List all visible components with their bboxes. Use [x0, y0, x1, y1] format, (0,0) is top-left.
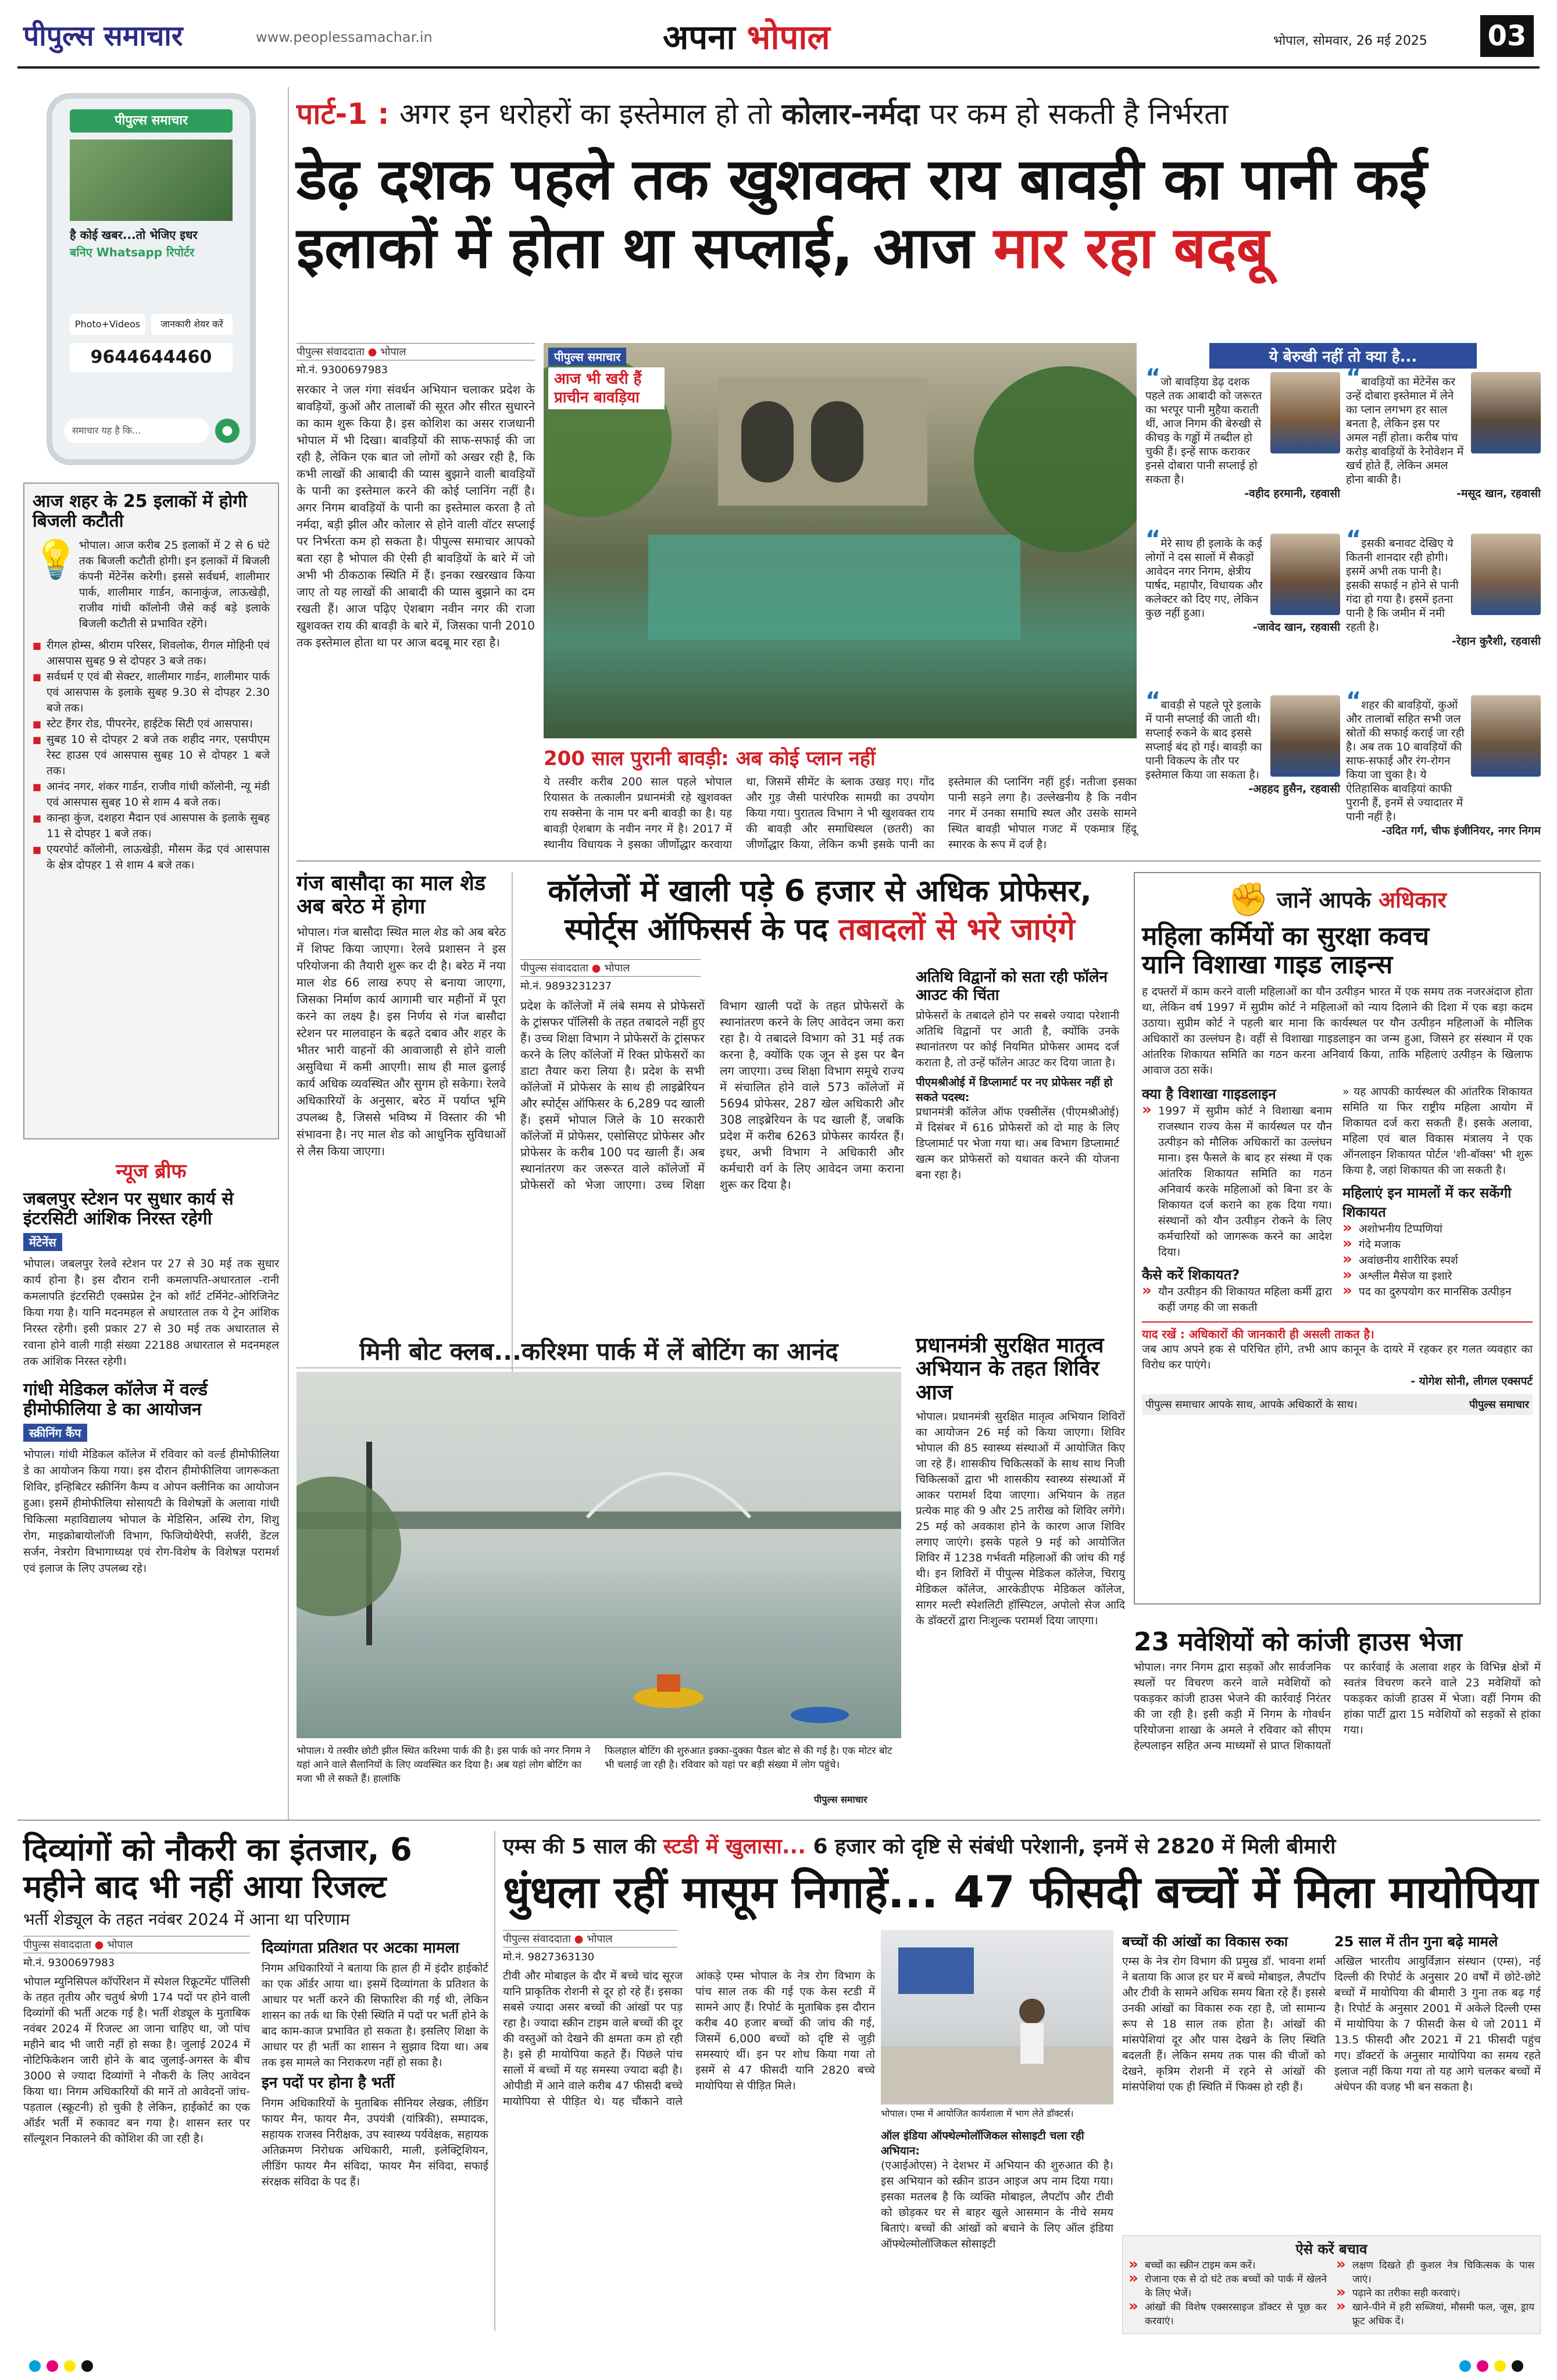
- divyang-mobile: मो.नं. 9300697983: [23, 1957, 115, 1969]
- whatsapp-promo: [23, 93, 279, 471]
- phone-header: पीपुल्स समाचार: [70, 109, 233, 133]
- aiims-save-left: [1129, 2259, 1327, 2328]
- power-cut-body: भोपाल। आज करीब 25 इलाकों में 2 से 6 घंटे तक बिजली कटौती होगी। इन इलाकों में बिजली कंपनी मेंटेनेंस करेगी। इससे सर्वधर्म, शालीमार पार्क, शालीमार गार्डन, कानाकुंज, लाऊखेड़ी, राजीव गांधी कॉलोनी जैसे कई बड़े इलाके बिजली कटौती से प्रभावित रहेंगे।: [78, 539, 270, 631]
- opinion-item: [1346, 526, 1541, 691]
- boat-caption: [297, 1744, 901, 1786]
- photo-caption-title: 200 साल पुरानी बावड़ी: अब कोई प्लान नहीं: [544, 747, 876, 770]
- rights-q3-item: » पद का दुरुपयोग कर मानसिक उत्पीड़न: [1342, 1284, 1533, 1300]
- colleges-headline-line-2: स्पोर्ट्स ऑफिसर्स के पद तबादलों से भरे जाएंगे: [565, 912, 1075, 947]
- news-brief-label: न्यूज ब्रीफ: [116, 1160, 187, 1183]
- colleges-byline: पीपुल्स संवाददाता ● भोपाल: [520, 959, 701, 977]
- phone-chip-share[interactable]: जानकारी शेयर करें: [151, 314, 233, 335]
- rail-tag: मेंटेनेंस: [23, 1233, 62, 1251]
- kicker-c: पर कम हो सकती है निर्भरता: [929, 97, 1229, 131]
- quote-icon: “: [1346, 364, 1362, 391]
- rights-note: [1142, 1321, 1533, 1388]
- quote-icon: “: [1346, 526, 1362, 553]
- opinion-item: [1346, 364, 1541, 529]
- aiims-text: [503, 1930, 875, 2331]
- boat-caption-2: फिलहाल बोटिंग की शुरुआत इक्का-दुक्का पैडल बोट से की गई है। एक मोटर बोट भी चलाई जा रही है। रविवार को यहां पर बड़ी संख्या में लोग पहुंचे।: [605, 1745, 892, 1771]
- avatar: [1270, 695, 1340, 777]
- colleges-side-body2: प्रधानमंत्री कॉलेज ऑफ एक्सीलेंस (पीएमश्रीओई) में दिसंबर में 616 प्रोफेसरों को दो माह के लिए डिप्लामार्ट पर भेजा गया था। अब विभाग डिप्लामार्ट खत्म कर प्रोफेसरों को यथावत करने की योजना बना रहा है।: [916, 1106, 1119, 1182]
- divyang-rule: [494, 1831, 495, 2331]
- divyang-side-sub: इन पदों पर होना है भर्ती: [262, 2074, 395, 2092]
- prevention-item: » रोजाना एक से दो घंटे तक बच्चों को पार्क में खेलने के लिए भेजें।: [1129, 2272, 1327, 2300]
- rail-title: जबलपुर स्टेशन पर सुधार कार्य से इंटरसिटी आंशिक निरस्त रहेगी: [23, 1189, 234, 1229]
- masthead-logo: पीपुल्स समाचार: [23, 20, 183, 52]
- power-cut-list: [33, 638, 270, 873]
- power-cut-item: ■ सुबह 10 से दोपहर 2 बजे तक शहीद नगर, एसपीएम रेस्ट हाउस एवं आसपास सुबह 10 से दोपहर 1 बजे तक।: [33, 732, 270, 779]
- colleges-mobile: मो.नं. 9893231237: [520, 980, 612, 992]
- lead-headline-highlight: मार रहा बदबू: [993, 215, 1269, 281]
- colleges-body: प्रदेश के कॉलेजों में लंबे समय से प्रोफेसरों के ट्रांसफर पॉलिसी के तहत तबादले नहीं हुए हैं। उच्च शिक्षा विभाग ने प्रोफेसरों के ट्रांसफर करने के लिए कॉलेजों में रिक्त प्रोफेसरों का डाटा तैयार करा लिया है। प्रदेश के सभी कॉलेजों में प्रोफेसर के साथ ही लाइब्रेरियन और स्पोर्ट्स ऑफिसर के 6,289 पद खाली हैं। इसमें भोपाल जिले के 10 सरकारी कॉलेजों में प्रोफेसर, एसोसिएट प्रोफेसर और प्रोफेसर के करीब 100 पद खाली हैं। अब स्थानांतरण कर जरूरत वाले कॉलेजों में प्रोफेसरों को भेजा जाएगा। उच्च शिक्षा विभाग खाली पदों के तहत प्रोफेसरों के स्थानांतरण करने के लिए आवेदन जमा करा रहा है। ये तबादले विभाग को 31 मई तक करना है, क्योंकि एक जून से इस पर बैन लग जाएगा। उच्च शिक्षा विभाग समूचे राज्य में संचालित होने वाले 573 कॉलेजों में 5694 प्रोफेसर, 287 खेल अधिकारी और 308 लाइब्रेरियन के पद खाली हैं, जबकि प्रदेश में करीब 6263 प्रोफेसर कार्यरत हैं। इधर, अभी विभाग ने अधिकारी और कर्मचारी वर्ग के लिए आवेदन जमा कराना शुरू कर दिया है।: [520, 999, 904, 1192]
- lead-byline: पीपुल्स संवाददाता ● भोपाल: [297, 343, 535, 360]
- masthead-rule: [17, 66, 1540, 69]
- ganj-title: गंज बासौदा का माल शेड अब बरेठ में होगा: [297, 871, 486, 919]
- kicker-a: अगर इन धरोहरों का इस्तेमाल हो तो: [399, 97, 772, 131]
- rights-q2-item: » यौन उत्पीड़न की शिकायत महिला कर्मी द्वारा कहीं जगह की जा सकती: [1142, 1284, 1332, 1316]
- boat-credit: पीपुल्स समाचार: [814, 1794, 867, 1805]
- matritva-body: भोपाल। प्रधानमंत्री सुरक्षित मातृत्व अभियान शिविरों का आयोजन 26 मई को किया जाएगा। शिविर भोपाल की 85 स्वास्थ्य संस्थाओं में आयोजित किए जा रहे हैं। शासकीय चिकित्सकों के साथ साथ निजी चिकित्सकों द्वारा भी शासकीय स्वास्थ्य संस्थाओं में आकर परामर्श दिया जाएगा। अभियान के तहत प्रत्येक माह की 9 और 25 तारीख को शिविर लगेंगे। 25 मई को अवकाश होने के कारण आज शिविर लगाए जाएंगे। इसके पहले 9 मई को आयोजित शिविर में 1238 गर्भवती महिलाओं की जांच की गई थी। इन शिविरों में पीपुल्स मेडिकल कॉलेज, चिरायु मेडिकल कॉलेज, आरकेडीएफ मेडिकल कॉलेज, सागर मल्टी स्पेशलिटी हॉस्पिटल, अपोलो सेज आदि के डॉक्टरों द्वारा निःशुल्क परामर्श दिया जाएगा।: [916, 1410, 1125, 1627]
- avatar: [1471, 372, 1541, 453]
- photo-caption-body: ये तस्वीर करीब 200 साल पहले भोपाल रियासत के तत्कालीन प्रधानमंत्री रहे खुशवक्त राय सक्सेना के नाम पर बनी बावड़ी का है। यह बावड़ी ऐशबाग के नवीन नगर में है। 2017 में स्थानीय विधायक ने इसका जीर्णोद्धार करवाया था, जिसमें सीमेंट के ब्लाक उखड़ गए। गोंद और गुड़ जैसी पारंपरिक सामग्री का उपयोग किया गया। पुरातत्व विभाग ने भी खुशवक्त राय की बावड़ी और समाधिस्थल (छतरी) का जीर्णोद्धार किया, लेकिन कभी इसके पानी का इस्तेमाल की प्लानिंग नहीं हुई। नतीजा इसका पानी सड़ने लगा है। उल्लेखनीय है कि नवीन नगर में उनका समाधि स्थल और उसके सामने स्थित बावड़ी भोपाल गजट में एकमात्र हिंदू स्मारक के रूप में दर्ज है।: [544, 776, 1137, 851]
- opinion-item: [1145, 688, 1340, 852]
- aiims-growth-title: 25 साल में तीन गुना बढ़े मामले: [1334, 1934, 1498, 1950]
- rights-q3: महिलाएं इन मामलों में कर सकेंगी शिकायत: [1342, 1184, 1512, 1220]
- rights-q2-list: [1142, 1284, 1332, 1316]
- divyang-byline: पीपुल्स संवाददाता ● भोपाल: [23, 1936, 250, 1953]
- power-cut-item: ■ स्टेट हैंगर रोड, पीपरनेर, हाईटेक सिटी एवं आसपास।: [33, 716, 270, 732]
- lead-body: सरकार ने जल गंगा संवर्धन अभियान चलाकर प्रदेश के बावड़ियों, कुओं और तालाबों की सूरत और सीरत सुधारने का काम शुरू किया है। इस कोशिश का असर राजधानी भोपाल में भी दिखा। बावड़ियों की साफ-सफाई की जा रही है, लेकिन एक बात जो लोगों को अखर रही है, कि कभी लाखों की आबादी की प्यास बुझाने वाली बावड़ियों के पानी का इस्तेमाल करने की कोई प्लानिंग नहीं है। अगर निगम बावड़ियों के पानी का इस्तेमाल करता है तो नर्मदा, बड़ी झील और कोलार से होने वाली वॉटर सप्लाई पर निर्भरता कम हो सकता है। पीपुल्स समाचार आपको बता रहा है भोपाल की ऐसी ही बावड़ियों के बारे में जो अभी भी ठीकठाक स्थिति में हैं। इनका रखरखाव किया जाए तो यह लाखों की आबादी की प्यास बुझाने का दम रखती हैं। आज पढ़िए ऐशबाग नवीन नगर की राजा खुशवक्त राय की बावड़ी के बारे में, जिसका पानी 2010 तक इस्तेमाल होता था पर आज बदबू मार रहा है।: [297, 383, 535, 649]
- lead-photo: [544, 343, 1137, 738]
- power-cut-item: ■ सर्वधर्म ए एवं बी सेक्टर, शालीमार गार्डन, शालीमार पार्क एवं आसपास के इलाके सुबह 9.30 से दोपहर 2.30 बजे तक।: [33, 669, 270, 716]
- phone-text-2: बनिए Whatsapp रिपोर्टर: [70, 245, 195, 259]
- opinion-text: मेरे साथ ही इलाके के कई लोगों ने दस सालों में सैकड़ों आवेदन नगर निगम, क्षेत्रीय पार्षद, महापौर, विधायक और कलेक्टर को दिए गए, लेकिन कुछ नहीं हुआ।: [1145, 537, 1263, 620]
- prevention-item: » खाने-पीने में हरी सब्जियां, मौसमी फल, जूस, ड्राय फ्रूट अधिक दें।: [1336, 2300, 1534, 2328]
- rights-title-1: महिला कर्मियों का सुरक्षा कवच: [1142, 921, 1430, 951]
- prevention-item: » आंखों की विशेष एक्सरसाइज डॉक्टर से पूछ कर करवाएं।: [1129, 2300, 1327, 2328]
- photo-tag-logo: पीपुल्स समाचार: [548, 348, 626, 366]
- aiims-byline: पीपुल्स संवाददाता ● भोपाल: [503, 1930, 677, 1947]
- phone-chip-photo[interactable]: Photo+Videos: [70, 314, 145, 335]
- opinion-name: -रेहान कुरैशी, रहवासी: [1452, 635, 1541, 648]
- colleges-headline-highlight: तबादलों से भरे जाएंगे: [838, 912, 1075, 947]
- news-brief: [23, 1157, 279, 1767]
- opinion-name: -जावेद खान, रहवासी: [1252, 621, 1340, 634]
- lead-photo-caption: [544, 744, 1137, 855]
- rights-label: जानें आपके अधिकार: [1276, 887, 1447, 913]
- rights-q3-item: » अशोभनीय टिप्पणियां: [1342, 1221, 1533, 1237]
- aiims-growth-body: अखिल भारतीय आयुर्विज्ञान संस्थान (एम्स), नई दिल्ली की रिपोर्ट के अनुसार 20 वर्षों में छोटे-छोटे बच्चों में मायोपिया की बीमारी 3 गुना तक बढ़ गई है। रिपोर्ट के अनुसार 2001 में अकेले दिल्ली एम्स में मायोपिया के 7 फीसदी केस थे जो 2011 में 13.5 फीसदी और 2021 में 21 फीसदी पहुंच गए। डॉक्टरों के अनुसार मायोपिया का समय रहते इलाज नहीं किया गया तो यह आगे चलकर बच्चों में अंधेपन की वजह भी बन सकता है।: [1334, 1954, 1541, 2093]
- prevention-item: » पढ़ाने का तरीका सही करवाएं।: [1336, 2286, 1534, 2300]
- lead-bottom-rule: [297, 860, 1541, 862]
- left-column-rule: [288, 87, 289, 1820]
- phone-mic-icon[interactable]: ●: [215, 419, 240, 443]
- rights-q1: क्या है विशाखा गाइडलाइन: [1142, 1085, 1276, 1102]
- aiims-photo-art: [881, 1930, 1113, 2104]
- opinion-item: [1145, 364, 1340, 529]
- opinion-text: शहर की बावड़ियों, कुओं और तालाबों सहित सभी जल स्रोतों की सफाई कराई जा रही है। अब तक 10 बावड़ियों की साफ-सफाई और रंग-रोगन किया जा चुका है। ये ऐतिहासिक बावड़ियां काफी पुरानी हैं, इनमें से ज्यादातर में पानी नहीं है।: [1346, 699, 1465, 823]
- section-name: अपना: [663, 17, 735, 57]
- prevention-item: » लक्षण दिखते ही कुशल नेत्र चिकित्सक के पास जाएं।: [1336, 2259, 1534, 2286]
- rights-q3-item: » अवांछनीय शारीरिक स्पर्श: [1342, 1253, 1533, 1268]
- rights-box: [1134, 872, 1541, 1604]
- quote-icon: “: [1145, 364, 1161, 391]
- aiims-growth: [1334, 1930, 1541, 2232]
- aiims-dev-title: बच्चों की आंखों का विकास रुका: [1122, 1934, 1288, 1950]
- rights-right-col: » यह आपकी कार्यस्थल की आंतरिक शिकायत समिति या फिर राष्ट्रीय महिला आयोग में शिकायत दर्ज करा सकती हैं। इसके अलावा, महिला एवं बाल विकास मंत्रालय ने एक ऑनलाइन शिकायत पोर्टल 'शी-बॉक्स' भी शुरू किया है, जहां शिकायत की जा सकती है।: [1342, 1085, 1533, 1177]
- opinion-text: जो बावड़िया डेढ़ दशक पहले तक आबादी को जरूरत का भरपूर पानी मुहैया कराती थीं, आज निगम की बेरुखी से कीचड़ के गड्ढों में तब्दील हो चुकी हैं। इन्हें साफ कराकर इनसे दोबारा पानी सप्लाई हो सकता है।: [1145, 376, 1262, 486]
- rights-footer: पीपुल्स समाचार आपके साथ, आपके अधिकारों के साथ। पीपुल्स समाचार: [1142, 1394, 1533, 1415]
- opinion-text: बावड़ियों का मेंटेनेंस कर उन्हें दोबारा इस्तेमाल में लेने का प्लान लगभग हर साल बनता है, लेकिन इस पर अमल नहीं होता। करीब पांच करोड़ बावड़ियों के रेनोवेशन में खर्च होते हैं, लेकिन अमल होना बाकी है।: [1346, 376, 1464, 486]
- opinions-title: ये बेरुखी नहीं तो क्या है...: [1209, 343, 1477, 369]
- rail-body: भोपाल। जबलपुर रेलवे स्टेशन पर 27 से 30 मई तक सुधार कार्य होना है। इस दौरान रानी कमलापति-अधारताल -रानी कमलापति इंटरसिटी एक्सप्रेस ट्रेन को शॉर्ट टर्मिनेट-ओरिजिनेट किया गया है। यानि मदनमहल से अधारताल तक ये ट्रेन आंशिक निरस्त रहेगी। इसी प्रकार 27 से 30 मई तक अधारताल से रवाना होने वाली गाड़ी संख्या 22188 अधारताल से मदनमहल तक आंशिक निरस्त रहेगी।: [23, 1257, 279, 1368]
- opinion-name: -वहीद हरमानी, रहवासी: [1244, 487, 1340, 500]
- cattle-story: [1134, 1628, 1541, 1802]
- quote-icon: “: [1346, 688, 1362, 714]
- opinion-name: -अहहद हुसैन, रहवासी: [1248, 782, 1340, 795]
- phone-photo: [70, 140, 233, 221]
- opinion-name: -मसूद खान, रहवासी: [1456, 487, 1541, 500]
- aiims-prevention: [1122, 2235, 1541, 2334]
- power-cut-box: [23, 483, 279, 1139]
- power-cut-item: ■ कान्हा कुंज, दशहरा मैदान एवं आसपास के इलाके सुबह 11 से दोपहर 1 बजे तक।: [33, 810, 270, 842]
- divyang-body: भोपाल म्युनिसिपल कॉर्पोरेशन में स्पेशल रिक्रूटमेंट पॉलिसी के तहत तृतीय और चतुर्थ श्रेणी 174 पदों पर होने वाली दिव्यांगों की भर्ती अटक गई है। भर्ती शेड्यूल के मुताबिक नवंबर 2024 में रिजल्ट आ जाना चाहिए था, जो पांच महीने बाद भी जारी नहीं हो सका है। जुलाई 2024 में नोटिफिकेशन जारी होने के बाद जुलाई-अगस्त के बीच 3000 से ज्यादा दिव्यांगों ने नौकरी के लिए आवेदन किया था। निगम अधिकारियों की मानें तो आवेदनों जांच-पड़ताल (स्क्रूटनी) हो चुकी है लेकिन, हाईकोर्ट का एक ऑर्डर भर्ती में रुकावट बन गया है। शासन स्तर पर सॉल्यूशन निकालने की कोशिश की जा रही है।: [23, 1975, 250, 2145]
- rights-note-body: जब आप अपने हक से परिचित होंगे, तभी आप कानून के दायरे में रहकर हर गलत व्यवहार का विरोध कर पाएंगे।: [1142, 1342, 1533, 1371]
- opinion-text: बावड़ी से पहले पूरे इलाके में पानी सप्लाई की जाती थी। सप्लाई रुकने के बाद इससे सप्लाई बंद हो गई। बावड़ी का पानी विकल्प के तौर पर इस्तेमाल किया जा सकता है।: [1145, 699, 1262, 781]
- aiims-mobile: मो.नं. 9827363130: [503, 1951, 595, 1963]
- bulb-icon: 💡: [33, 538, 79, 582]
- aiims-save-right: [1336, 2259, 1534, 2328]
- rights-q2: कैसे करें शिकायत?: [1142, 1266, 1240, 1283]
- divyang-story: [23, 1831, 488, 2331]
- cattle-title: 23 मवेशियों को कांजी हाउस भेजा: [1134, 1627, 1462, 1657]
- matritva-story: [916, 1334, 1125, 1799]
- aiims-save-title: ऐसे करें बचाव: [1295, 2241, 1367, 2257]
- matritva-title: प्रधानमंत्री सुरक्षित मातृत्व अभियान के तहत शिविर आज: [916, 1334, 1104, 1405]
- opinion-name: -उदित गर्ग, चीफ इंजीनियर, नगर निगम: [1381, 824, 1541, 837]
- avatar: [1270, 534, 1340, 615]
- phone-number[interactable]: 9644644460: [70, 343, 233, 372]
- colleges-headline: [520, 872, 1119, 949]
- registration-marks-art: [0, 2354, 1557, 2378]
- phone-frame: [47, 93, 256, 465]
- gmc-tag: स्क्रीनिंग कैंप: [23, 1424, 87, 1442]
- rights-q3-item: » गंदे मजाक: [1342, 1237, 1533, 1253]
- avatar: [1471, 695, 1541, 777]
- bottom-section-rule: [17, 1820, 1541, 1821]
- cattle-body: भोपाल। नगर निगम द्वारा सड़कों और सार्वजनिक स्थलों पर विचरण करने वाले मवेशियों को पकड़कर कांजी हाउस भेजने की कार्रवाई निरंतर की जा रही है। इसी कड़ी में निगम के गोवर्धन परियोजना शाखा के अमले ने रविवार को सीएम हेल्पलाइन सहित अन्य माध्यमों से प्राप्त शिकायतों पर कार्रवाई के अलावा शहर के विभिन्न क्षेत्रों में स्वतंत्र विचरण करने वाले 23 मवेशियों को पकड़कर कांजी हाउस में भेजा। वहीं निगम की हांका पार्टी द्वारा 15 मवेशियों को सड़कों से हांका गया।: [1134, 1661, 1541, 1753]
- power-cut-item: ■ एयरपोर्ट कॉलोनी, लाऊखेड़ी, मौसम केंद्र एवं आसपास के क्षेत्र दोपहर 1 से शाम 4 बजे तक।: [33, 842, 270, 873]
- registration-marks: [0, 2354, 1557, 2378]
- ganj-body: भोपाल। गंज बासौदा स्थित माल शेड को अब बरेठ में शिफ्ट किया जाएगा। रेलवे प्रशासन ने इस परियोजना की तैयारी शुरू कर दी है। बरेठ में नया माल शेड 66 लाख रुपए से बनाया जाएगा, जिसका निर्माण कार्य आगामी चार महीनों में पूरा करने का लक्ष्य है। इस निर्णय से गंज बासौदा स्टेशन पर मालवाहन के बढ़ते दबाव और शहर के भीतर भारी वाहनों की आवाजाही से होने वाली असुविधा में कमी आएगी। साथ ही माल ढुलाई कार्य अधिक व्यवस्थित और सुगम हो सकेगा। रेलवे अधिकारियों के अनुसार, बरेठ में पर्याप्त भूमि उपलब्ध है, जिससे भविष्य में विस्तार की भी संभावना है। नए माल शेड को आधुनिक सुविधाओं से लैस किया जाएगा।: [297, 924, 506, 1158]
- opinion-item: [1145, 526, 1340, 691]
- rights-note-title: याद रखें : अधिकारों की जानकारी ही असली ताकत है।: [1142, 1327, 1374, 1341]
- lead-headline-line-2: इलाकों में होता था सप्लाई, आज मार रहा बदबू: [297, 215, 1269, 281]
- power-cut-item: ■ रीगल होम्स, श्रीराम परिसर, शिवलोक, रीगल मोहिनी एवं आसपास सुबह 9 से दोपहर 3 बजे तक।: [33, 638, 270, 669]
- aiims-body: टीवी और मोबाइल के दौर में बच्चे चांद सूरज यानि प्राकृतिक रोशनी से दूर हो रहे हैं। इसका सबसे ज्यादा असर बच्चों की आंखों पर पड़ रहा है। ज्यादा स्क्रीन टाइम वाले बच्चों की दूर की वस्तुओं को देखने की क्षमता कम हो रही है। इसे ही मायोपिया कहते हैं। पिछले पांच सालों में बच्चों में यह समस्या ज्यादा बढ़ी है। ओपीडी में आने वाले करीब 47 फीसदी बच्चे मायोपिया से पीड़ित थे। यह चौंकाने वाले आंकड़े एम्स भोपाल के नेत्र रोग विभाग के पांच साल तक की गई एक केस स्टडी में सामने आए हैं। रिपोर्ट के मुताबिक इस दौरान करीब 40 हजार बच्चों की जांच की गई, जिसमें 6,000 बच्चों को दृष्टि से जुड़ी समस्याएं थीं। इन पर शोध किया गया तो इसमें से 47 फीसदी यानि 2820 बच्चे मायोपिया से पीड़ित मिले।: [503, 1970, 875, 2108]
- colleges-side-title: अतिथि विद्वानों को सता रही फॉलेन आउट की चिंता: [916, 969, 1108, 1005]
- section-city: भोपाल: [747, 17, 830, 57]
- boat-photo-art: [297, 1372, 901, 1738]
- aiims-kicker: एम्स की 5 साल की स्टडी में खुलासा... 6 हजार को दृष्टि से संबंधी परेशानी, इनमें से 2820 में मिली बीमारी: [503, 1835, 1336, 1859]
- photo-tag-title: आज भी खरी हैं प्राचीन बावड़िया: [548, 367, 665, 409]
- masthead-dateline: भोपाल, सोमवार, 26 मई 2025: [1273, 34, 1427, 48]
- opinion-item: [1346, 688, 1541, 852]
- rights-title-2: यानि विशाखा गाइड लाइन्स: [1142, 950, 1393, 980]
- lead-headline-line-1: डेढ़ दशक पहले तक खुशवक्त राय बावड़ी का पानी कई: [297, 146, 1427, 213]
- aiims-photo-caption: भोपाल। एम्स में आयोजित कार्यशाला में भाग लेते डॉक्टर्स।: [881, 2108, 1074, 2119]
- quote-icon: “: [1145, 526, 1161, 553]
- power-cut-title: आज शहर के 25 इलाकों में होगी बिजली कटौती: [33, 491, 247, 531]
- lead-text-column: [297, 343, 535, 855]
- aiims-dev-body: एम्स के नेत्र रोग विभाग की प्रमुख डॉ. भावना शर्मा ने बताया कि आज हर घर में बच्चे मोबाइल, लैपटॉप और टीवी के सामने अधिक समय बिता रहे हैं। इससे उनकी आंखों का विकास रुक रहा है, जो सामान्य रूप से 18 साल तक होता है। आंखों की मांसपेशियां दूर और पास देखने के लिए स्थिति बदलती हैं। लेकिन समय तक पास की चीजों को देखने, कृत्रिम रोशनी में रहने से आंखों की मांसपेशियां एक ही स्थिति में फिक्स हो रही हैं।: [1122, 1954, 1326, 2093]
- aiims-campaign: [881, 2128, 1113, 2331]
- rights-q1-item: » 1997 में सुप्रीम कोर्ट ने विशाखा बनाम राजस्थान राज्य केस में कार्यस्थल पर यौन उत्पीड़न को मौलिक अधिकारों का उल्लंघन माना। इस फैसले के बाद हर संस्था में एक आंतरिक शिकायत समिति का गठन अनिवार्य करके महिलाओं को बिना डर के शिकायत दर्ज कराने का हक दिया गया। संस्थानों को यौन उत्पीड़न रोकने के लिए कर्मचारियों को जागरूक करने का आदेश दिया।: [1142, 1103, 1332, 1260]
- aiims-campaign-body: (एआईओएस) ने देशभर में अभियान की शुरुआत की है। इस अभियान को स्क्रीन डाउन आइज अप नाम दिया गया। इसका मतलब है कि व्यक्ति मोबाइल, लैपटॉप और टीवी को छोड़कर घर से बाहर खुले आसमान के नीचे समय बिताएं। बच्चों की आंखों को बचाने के लिए ऑल इंडिया ऑफ्थेल्मोलॉजिकल सोसाइटी: [881, 2159, 1113, 2250]
- gmc-title: गांधी मेडिकल कॉलेज में वर्ल्ड हीमोफीलिया डे का आयोजन: [23, 1380, 208, 1420]
- power-cut-item: ■ आनंद नगर, शंकर गार्डन, राजीव गांधी कॉलोनी, न्यू मंडी एवं आसपास सुबह 10 से शाम 4 बजे तक।: [33, 779, 270, 810]
- masthead-section: [663, 13, 830, 59]
- divyang-side-body2: निगम अधिकारियों के मुताबिक सीनियर लेखक, लीडिंग फायर मैन, फायर मैन, उपयंत्री (यांत्रिकी), सम्पादक, सहायक राजस्व निरीक्षक, उप स्वास्थ्य पर्यवेक्षक, सहायक अतिक्रमण निरोधक अधिकारी, माली, इलेक्ट्रिशियन, लीडिंग फायर मैन संविदा, फायर मैन संविदा, सफाई संरक्षक संविदा के पद हैं।: [262, 2097, 488, 2189]
- avatar: [1471, 534, 1541, 615]
- rights-intro: ह दफ्तरों में काम करने वाली महिलाओं का यौन उत्पीड़न भारत में एक समय तक नजरअंदाज होता था, लेकिन वर्ष 1997 में सुप्रीम कोर्ट ने महिलाओं को न्याय दिलाने की दिशा में एक बड़ा कदम उठाया। सुप्रीम कोर्ट ने पहली बार माना कि कार्यस्थल पर यौन उत्पीड़न महिलाओं के मौलिक अधिकारों का उल्लंघन है। वहीं से विशाखा गाइडलाइन का जन्म हुआ, जिसने हर संस्थान में एक आंतरिक शिकायत समिति का गठन करना अनिवार्य किया, ताकि महिलाएं उत्पीड़न के खिलाफ आवाज उठा सकें।: [1142, 985, 1533, 1077]
- kicker-b: कोलार-नर्मदा: [781, 97, 920, 131]
- aiims-photo: [881, 1930, 1113, 2104]
- opinions-box: [1145, 343, 1541, 855]
- colleges-side: [916, 965, 1119, 1372]
- colleges-headline-line-1: कॉलेजों में खाली पड़े 6 हजार से अधिक प्रोफेसर,: [548, 874, 1092, 909]
- lead-kicker: [297, 93, 1541, 133]
- kicker-part: पार्ट-1 :: [297, 97, 390, 131]
- colleges-side-sub: पीएमश्रीओई में डिप्लामार्ट पर नए प्रोफेसर नहीं हो सकते पदस्थ:: [916, 1076, 1113, 1105]
- lead-mobile: मो.नं. 9300697983: [297, 364, 388, 376]
- page-number: 03: [1480, 15, 1534, 57]
- phone-text-1: है कोई खबर...तो भेजिए इधर: [70, 228, 198, 242]
- lead-headline: [297, 145, 1541, 283]
- masthead: [0, 0, 1557, 70]
- avatar: [1270, 372, 1340, 453]
- divyang-side-title: दिव्यांगता प्रतिशत पर अटका मामला: [262, 1939, 459, 1957]
- rights-note-sign: - योगेश सोनी, लीगल एक्सपर्ट: [1410, 1374, 1533, 1388]
- divyang-deck: भर्ती शेड्यूल के तहत नवंबर 2024 में आना था परिणाम: [23, 1910, 350, 1929]
- boat-caption-1: भोपाल। ये तस्वीर छोटी झील स्थित करिश्मा पार्क की है। इस पार्क को नगर निगम ने यहां आने वाले सैलानियों के लिए व्यवस्थित कर दिया है। अब यहां लोग बोटिंग का मजा भी ले सकते हैं। हालांकि: [297, 1745, 591, 1785]
- aiims-headline: धुंधला रहीं मासूम निगाहें... 47 फीसदी बच्चों में मिला मायोपिया: [503, 1866, 1538, 1918]
- rights-q3-item: » अश्लील मैसेज या इशारे: [1342, 1268, 1533, 1284]
- prevention-item: » बच्चों का स्क्रीन टाइम कम करें।: [1129, 2259, 1327, 2272]
- divyang-side-body: निगम अधिकारियों ने बताया कि हाल ही में इंदौर हाईकोर्ट का एक ऑर्डर आया था। इसमें दिव्यांगता के प्रतिशत के आधार पर भर्ती करने की सिफारिश की गई थी, लेकिन शासन का तर्क था कि ऐसी स्थिति में पदों पर भर्ती होने के बाद काम-काज प्रभावित हो सकता है। इसलिए शिक्षा के आधार पर ही भर्ती का शासन ने सुझाव दिया था। अब तक इस मामले का निराकरण नहीं हो सका है।: [262, 1962, 488, 2070]
- fist-icon: ✊: [1228, 881, 1269, 919]
- colleges-side-body: प्रोफेसरों के तबादले होने पर सबसे ज्यादा परेशानी अतिथि विद्वानों पर आती है, क्योंकि उनके स्थानांतरण पर कोई नियमित प्रोफेसर आमद दर्ज कराता है, तो उन्हें फॉलेन आउट कर दिया जाता है।: [916, 1009, 1119, 1070]
- boat-title: मिनी बोट क्लब...करिश्मा पार्क में लें बोटिंग का आनंद: [297, 1334, 901, 1368]
- boat-photo: [297, 1372, 901, 1738]
- phone-input[interactable]: समाचार यह है कि...: [64, 419, 209, 443]
- divyang-headline: दिव्यांगों को नौकरी का इंतजार, 6 महीने बाद भी नहीं आया रिजल्ट: [23, 1831, 412, 1905]
- masthead-website[interactable]: www.peoplessamachar.in: [256, 29, 433, 45]
- opinion-text: इसकी बनावट देखिए ये कितनी शानदार रही होगी। इसमें अभी तक पानी है। इसकी सफाई न होने से पानी गंदा हो गया है। इसमें इतना पानी है कि जमीन में नमी रहती है।: [1346, 537, 1459, 634]
- quote-icon: “: [1145, 688, 1161, 714]
- rights-q3-list: [1342, 1221, 1533, 1300]
- aiims-campaign-title: ऑल इंडिया ऑफ्थेल्मोलॉजिकल सोसाइटी चला रही अभियान:: [881, 2129, 1084, 2157]
- rights-q1-list: [1142, 1103, 1332, 1260]
- gmc-body: भोपाल। गांधी मेडिकल कॉलेज में रविवार को वर्ल्ड हीमोफीलिया डे का आयोजन किया गया। इस दौरान हीमोफीलिया जागरूकता शिविर, इन्हिबिटर स्क्रीनिंग कैम्प व ओपन क्लीनिक का आयोजन हुआ। इसमें हीमोफीलिया सोसायटी के विशेषज्ञों के अलावा गांधी चिकित्सा महाविद्यालय भोपाल के मेडिसिन, अस्थि रोग, शिशु रोग, माइक्रोबायोलॉजी विभाग, फिजियोथैरेपी, सर्जरी, डेंटल सर्जन, नेत्ररोग विभागाध्यक्ष एवं रोग-विशेष के विशेषज्ञ परामर्श एवं इलाज के लिए उपलब्ध रहे।: [23, 1448, 279, 1575]
- aiims-development: [1122, 1930, 1326, 2232]
